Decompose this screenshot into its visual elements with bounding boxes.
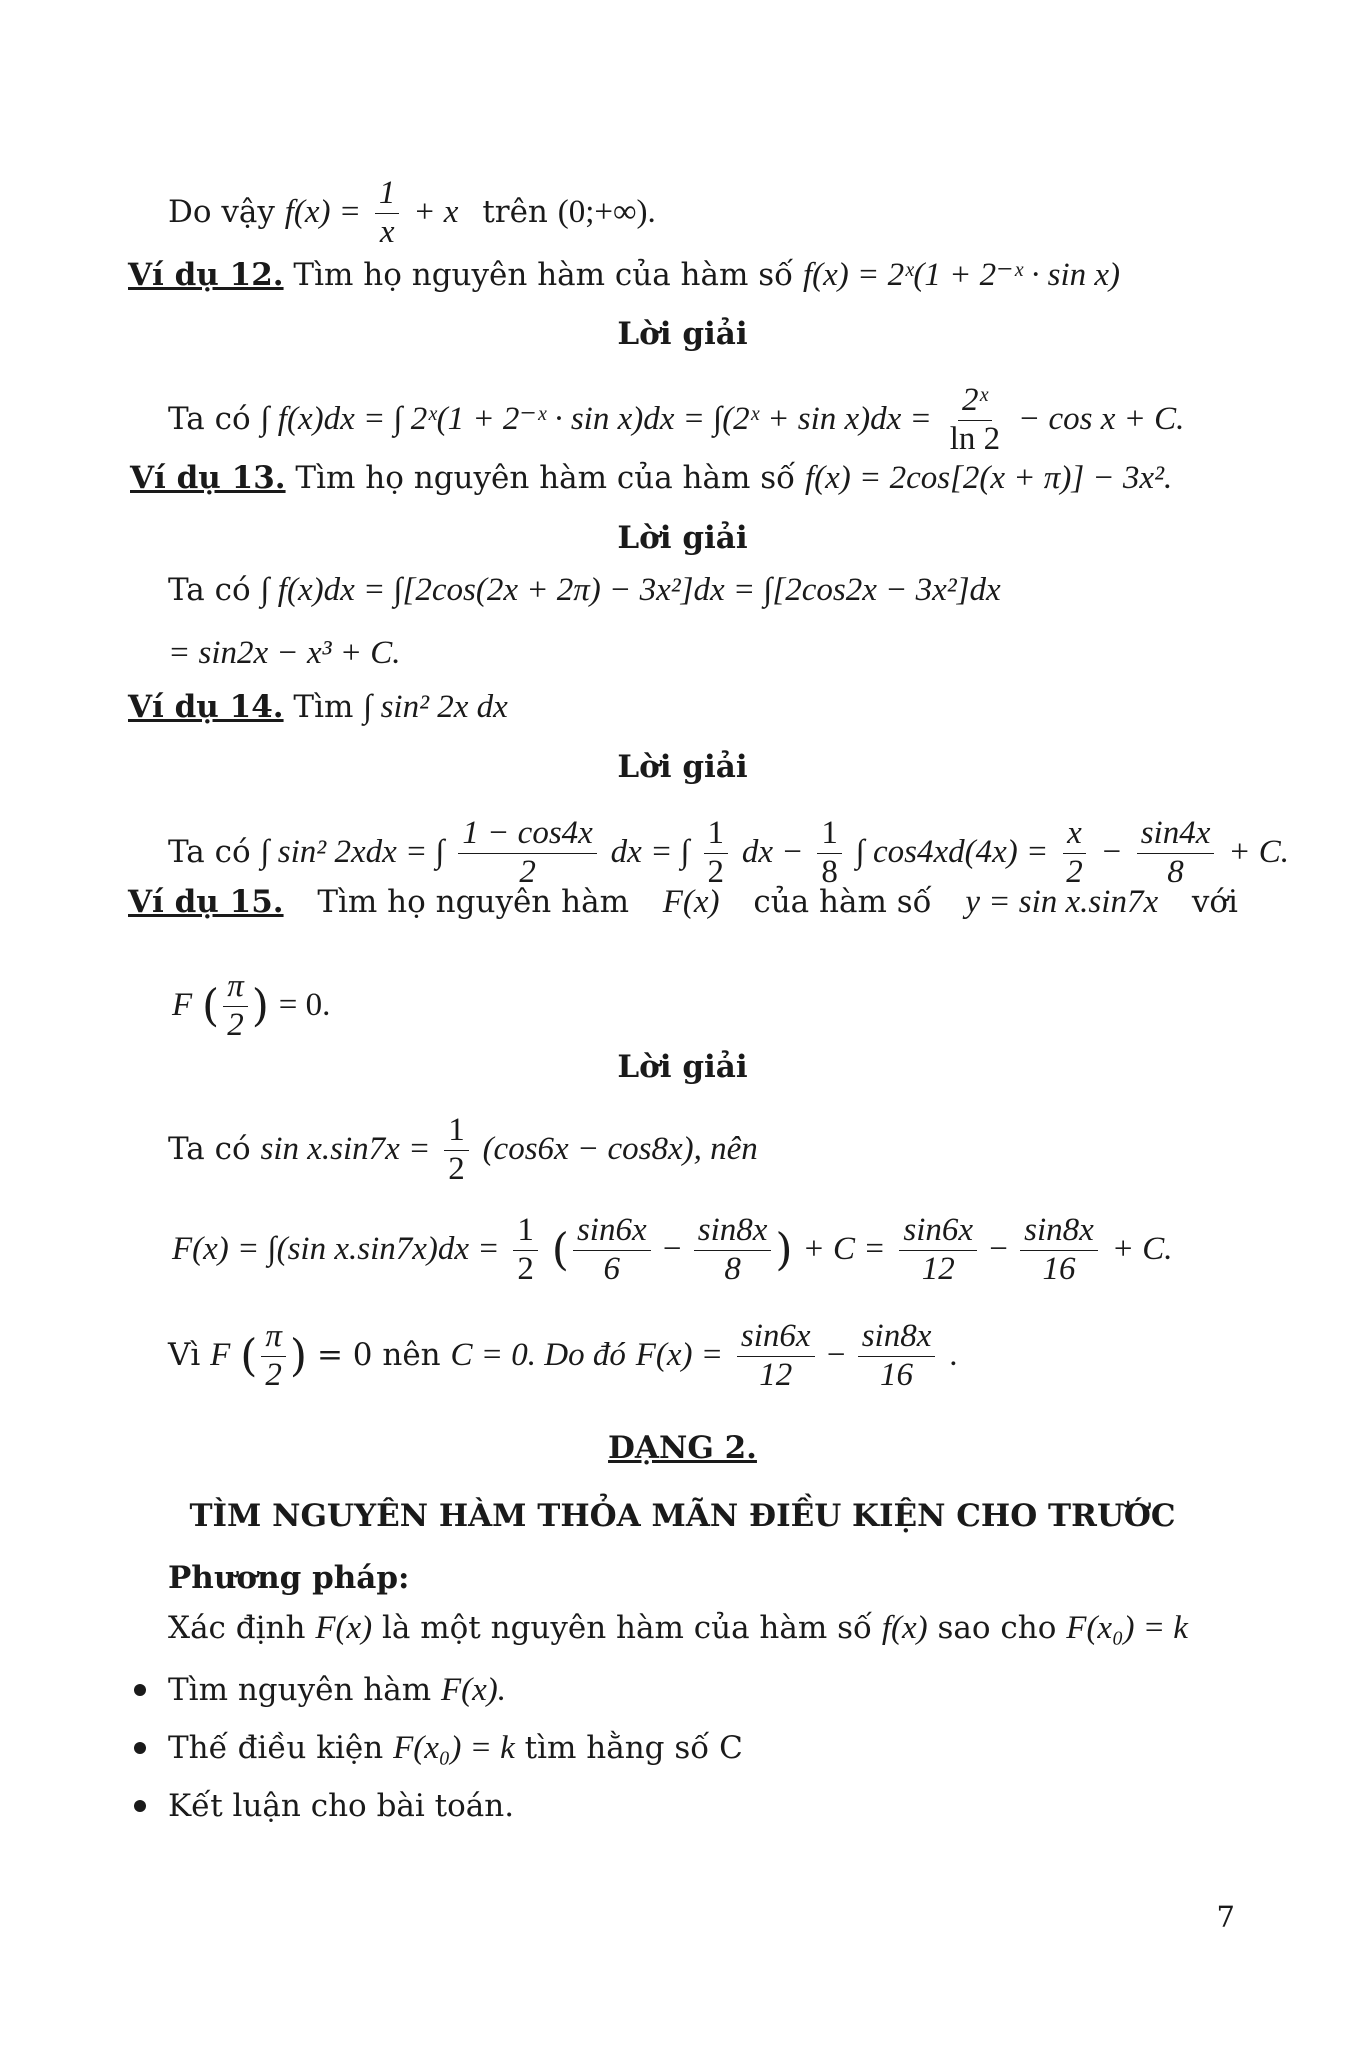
formula: F <box>210 1336 231 1373</box>
formula: (0;+∞). <box>557 193 656 230</box>
fraction <box>858 1318 936 1395</box>
fraction-denominator: 2 <box>1066 853 1083 890</box>
bullet-text: Tìm nguyên hàm <box>168 1672 432 1708</box>
formula: ∫ f(x)dx = ∫[2cos(2x + 2π) − 3x²]dx = ∫[2cos2x − 3x²]dx <box>260 572 1001 608</box>
formula: f(x) <box>881 1610 928 1646</box>
formula: = sin2x − x³ + C. <box>168 635 401 671</box>
section-subtitle: TÌM NGUYÊN HÀM THỎA MÃN ĐIỀU KIỆN CHO TRƯỚC <box>189 1498 1176 1534</box>
paren-right: ) <box>289 1330 308 1382</box>
formula: F(x) <box>662 884 720 920</box>
formula: + C. <box>1111 1230 1173 1267</box>
text: Ta có <box>168 1130 251 1167</box>
fraction-numerator: x <box>1063 815 1086 854</box>
fraction <box>1020 1212 1098 1289</box>
fraction-denominator: 8 <box>724 1250 741 1287</box>
formula: f(x) = 2cos[2(x + π)] − 3x². <box>805 460 1173 496</box>
bullet-item <box>168 1786 514 1826</box>
method-label: Phương pháp: <box>168 1560 410 1596</box>
formula: y = sin x.sin7x <box>965 884 1159 920</box>
solution-heading: Lời giải <box>617 749 748 785</box>
formula: ∫ f(x)dx = ∫ 2ˣ(1 + 2⁻ˣ · sin x)dx = ∫(2ˣ + sin x)dx = <box>260 400 932 437</box>
paren-left: ( <box>240 1330 258 1382</box>
fraction <box>899 1212 977 1289</box>
formula: dx − <box>741 833 804 870</box>
solution-14-line <box>168 815 1289 892</box>
fraction <box>737 1318 815 1395</box>
formula: F(x) = <box>635 1336 724 1373</box>
fraction-denominator: 8 <box>1167 853 1184 890</box>
formula: sin x.sin7x = <box>260 1130 431 1167</box>
example-text: Tìm họ nguyên hàm của hàm số <box>293 257 794 293</box>
example-text: Tìm <box>293 689 354 725</box>
fraction-numerator: sin8x <box>1020 1212 1098 1251</box>
bullet-item <box>168 1728 743 1768</box>
example-text: Tìm họ nguyên hàm <box>317 884 629 920</box>
paren-left: ( <box>202 980 220 1032</box>
fraction-numerator: sin4x <box>1137 815 1215 854</box>
fraction-denominator: 8 <box>821 853 838 890</box>
fraction-denominator: 2 <box>519 853 536 890</box>
fraction-numerator: 1 <box>513 1212 538 1251</box>
example-text: Tìm họ nguyên hàm của hàm số <box>295 460 796 496</box>
fraction <box>375 175 400 252</box>
fraction <box>458 815 596 892</box>
formula: + C. <box>1228 833 1289 870</box>
fraction-denominator: 2 <box>265 1356 282 1393</box>
formula: + C = <box>802 1230 886 1267</box>
bullet-item <box>168 1670 506 1710</box>
formula: . <box>949 1336 958 1373</box>
fraction <box>694 1212 772 1289</box>
example-text: của hàm số <box>753 884 932 920</box>
formula: ∫ cos4xd(4x) = <box>855 833 1049 870</box>
text: Xác định <box>168 1610 306 1646</box>
text: là một nguyên hàm của hàm số <box>381 1610 872 1646</box>
solution-heading: Lời giải <box>617 1049 748 1085</box>
fraction <box>573 1212 651 1289</box>
fraction-denominator: 2 <box>227 1006 244 1043</box>
fraction <box>1137 815 1215 892</box>
bullet-icon <box>134 1742 146 1754</box>
text: Ta có <box>168 572 251 608</box>
example-12 <box>128 255 1120 295</box>
bullet-icon <box>134 1684 146 1696</box>
text: sao cho <box>937 1610 1057 1646</box>
method-line <box>168 1608 1188 1648</box>
formula: − <box>1100 833 1123 870</box>
paren-right: ) <box>251 980 269 1032</box>
formula: C = 0. Do đó <box>450 1336 626 1373</box>
text: = 0 nên <box>316 1336 441 1373</box>
bullet-text: Thế điều kiện <box>168 1730 384 1766</box>
fraction-denominator: 6 <box>603 1250 621 1287</box>
formula: ∫ sin² 2xdx = ∫ <box>260 833 445 870</box>
solution-13-line <box>168 570 1001 610</box>
fraction <box>261 1318 286 1395</box>
fraction-denominator: 2 <box>517 1250 534 1287</box>
fraction-numerator: sin8x <box>694 1212 772 1251</box>
fraction-denominator: x <box>379 213 395 250</box>
text: Vì <box>168 1336 201 1373</box>
formula: − cos x + C. <box>1017 400 1185 437</box>
formula: F <box>172 986 193 1023</box>
formula: F(x₀) = k <box>1066 1610 1188 1646</box>
formula: F(x₀) = k <box>393 1730 515 1766</box>
solution-heading: Lời giải <box>617 520 748 556</box>
fraction <box>513 1212 538 1289</box>
formula: = 0. <box>278 986 331 1023</box>
fraction <box>444 1112 469 1189</box>
formula: dx = ∫ <box>610 833 690 870</box>
example-14 <box>128 687 508 727</box>
example-15-condition <box>172 968 330 1045</box>
fraction <box>1062 815 1087 892</box>
fraction-numerator: sin6x <box>737 1318 815 1357</box>
fraction-denominator: 2 <box>707 853 724 890</box>
fraction-numerator: π <box>261 1318 286 1357</box>
solution-15-line3: Vì F ( $\frac{\pi}{2}$ ) = 0 nên C = 0. Do đó F(x) = $\frac{\sin 6x}{12}$ − $\frac{\sin 8x}{16}$ . <box>168 1318 958 1393</box>
fraction-numerator: 1 <box>444 1112 469 1151</box>
formula: f(x) = <box>284 193 362 230</box>
bullet-icon <box>134 1800 146 1812</box>
conclusion-line <box>168 175 656 252</box>
example-13 <box>130 458 1172 498</box>
formula: + x <box>413 193 459 230</box>
fraction-denominator: 12 <box>759 1356 793 1393</box>
example-15 <box>128 882 1238 922</box>
text: trên <box>482 193 548 230</box>
solution-13-result <box>168 633 401 673</box>
solution-15-line1 <box>168 1112 758 1189</box>
example-label: Ví dụ 15. <box>128 884 284 920</box>
bullet-text: tìm hằng số C <box>524 1730 743 1766</box>
bullet-text: Kết luận cho bài toán. <box>168 1788 515 1824</box>
formula: F(x) = ∫(sin x.sin7x)dx = <box>172 1230 500 1267</box>
conclusion-text: Do vậy <box>168 193 275 230</box>
section-title: DẠNG 2. <box>608 1430 757 1466</box>
solution-15-line2: F(x) = ∫(sin x.sin7x)dx = $\frac{1}{2}$ ( $\frac{\sin 6x}{6}$ − $\frac{\sin 8x}{8}$ ) + C = $\frac{\sin 6x}{12}$ − $\frac{\sin 8x}{16}$ + C. <box>172 1212 1173 1287</box>
formula: (cos6x − cos8x), nên <box>482 1130 758 1167</box>
paren-right: ) <box>775 1224 793 1276</box>
paren-left: ( <box>551 1224 569 1276</box>
fraction-numerator: 1 <box>704 815 729 854</box>
page-number: 7 <box>1216 1900 1235 1934</box>
fraction-numerator: 1 <box>375 175 400 214</box>
solution-heading: Lời giải <box>617 316 748 352</box>
solution-12-line <box>168 382 1184 459</box>
fraction <box>946 382 1004 459</box>
fraction <box>704 815 729 892</box>
fraction-denominator: ln 2 <box>949 420 1001 457</box>
fraction-numerator: π <box>223 968 248 1007</box>
fraction-denominator: 16 <box>1042 1250 1076 1287</box>
formula: F(x) <box>315 1610 373 1646</box>
fraction <box>223 968 248 1045</box>
fraction <box>817 815 842 892</box>
example-label: Ví dụ 14. <box>128 689 284 725</box>
text: Ta có <box>168 400 251 437</box>
formula: ∫ sin² 2x dx <box>363 689 508 725</box>
text: Ta có <box>168 833 251 870</box>
example-label: Ví dụ 12. <box>128 257 284 293</box>
fraction-numerator: 1 <box>817 815 842 854</box>
example-label: Ví dụ 13. <box>130 460 286 496</box>
fraction-denominator: 16 <box>880 1356 914 1393</box>
fraction-numerator: 1 − cos4x <box>458 815 596 854</box>
fraction-numerator: sin8x <box>858 1318 936 1357</box>
formula: F(x). <box>441 1672 507 1708</box>
formula: f(x) = 2ˣ(1 + 2⁻ˣ · sin x) <box>803 257 1121 293</box>
fraction-numerator: sin6x <box>573 1212 651 1251</box>
fraction-denominator: 2 <box>448 1150 465 1187</box>
example-text: với <box>1191 884 1238 920</box>
fraction-numerator: sin6x <box>899 1212 977 1251</box>
fraction-numerator: 2ˣ <box>958 382 992 421</box>
fraction-denominator: 12 <box>921 1250 955 1287</box>
